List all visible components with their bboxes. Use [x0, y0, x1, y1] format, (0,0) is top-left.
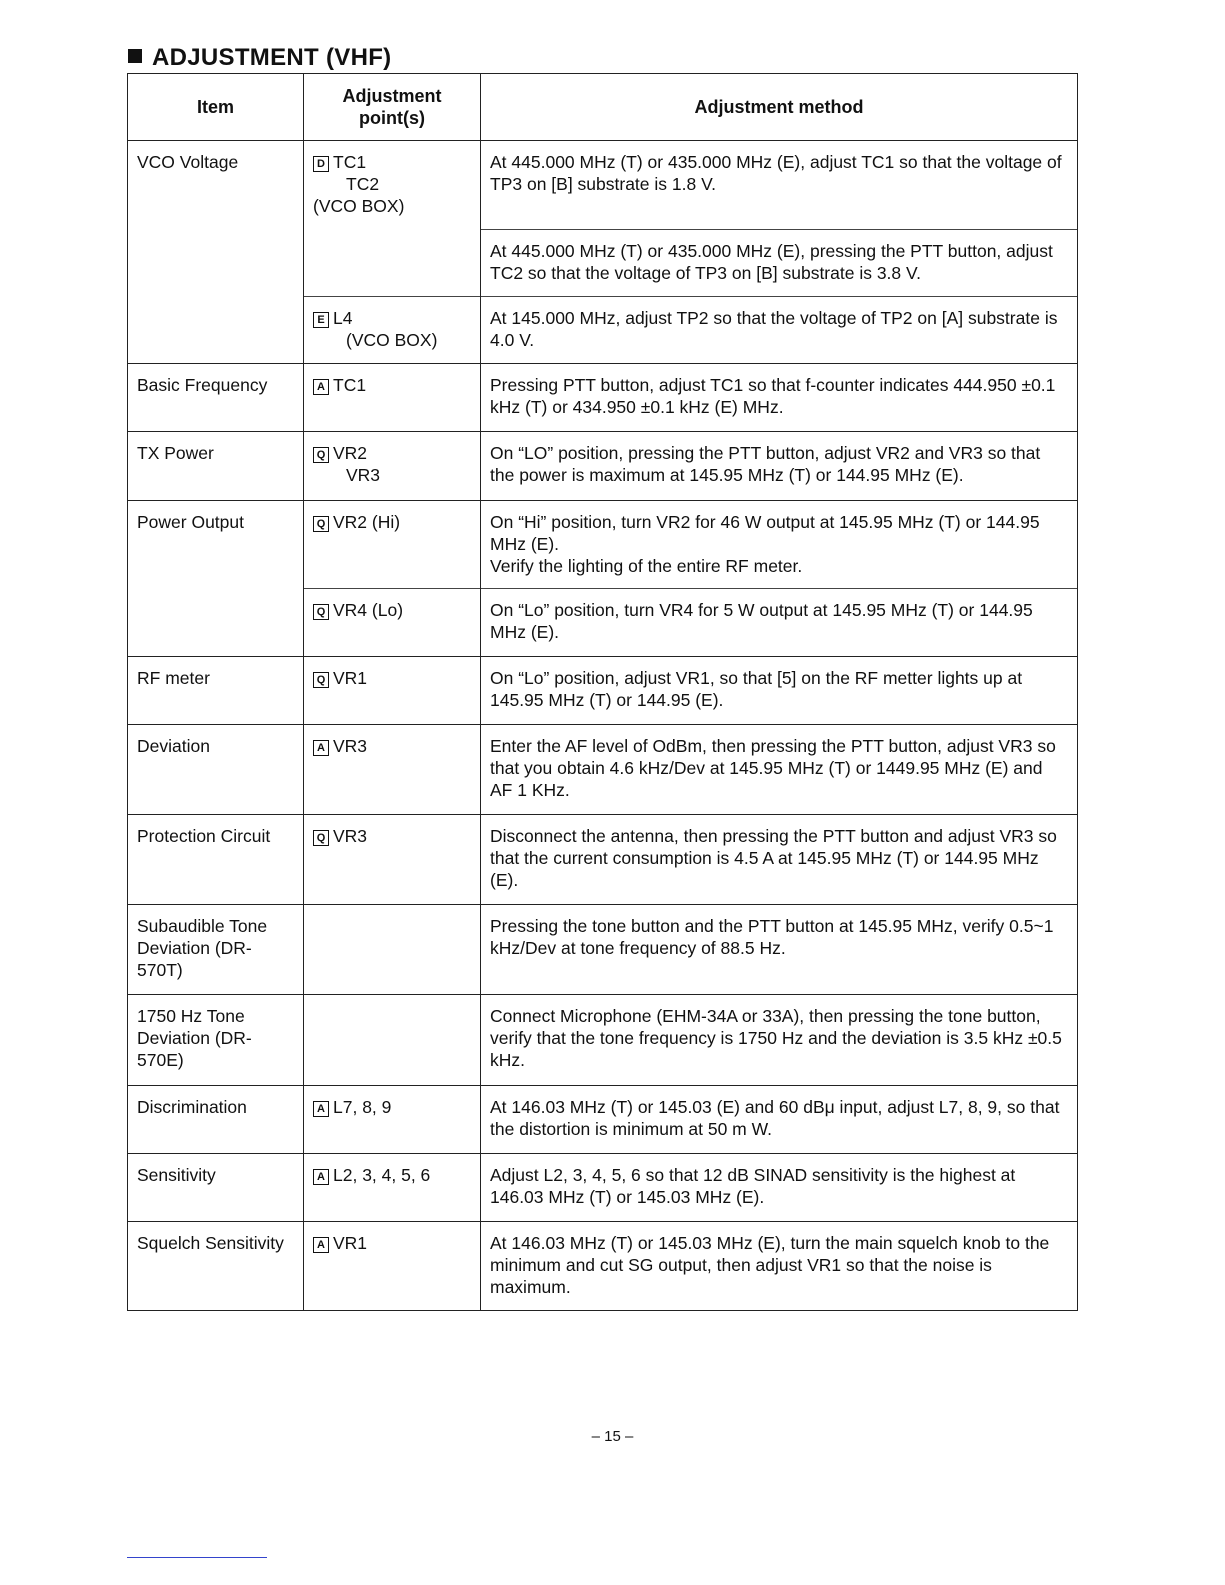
table-row — [128, 657, 1077, 725]
header-item: Item — [128, 74, 304, 140]
point-cell — [304, 725, 481, 814]
header-point — [304, 74, 481, 140]
point-cell — [304, 141, 481, 363]
board-label-icon: A — [313, 379, 329, 395]
item-cell: Subaudible Tone Deviation (DR-570T) — [128, 905, 304, 994]
point-line: (VCO BOX) — [313, 196, 405, 217]
method-subcell: On “Lo” position, turn VR4 for 5 W output at 145.95 MHz (T) or 144.95 MHz (E). — [490, 600, 1033, 643]
point-cell — [304, 905, 481, 994]
item-cell: Basic Frequency — [128, 364, 304, 431]
method-cell: On “LO” position, pressing the PTT button, adjust VR2 and VR3 so that the power is maximum at 145.95 MHz (T) or 144.95 MHz (E). — [490, 443, 1041, 486]
point-cell — [304, 501, 481, 656]
point-cell — [304, 995, 481, 1085]
table-row — [128, 501, 1077, 657]
point-subcell — [304, 297, 480, 363]
point-cell — [304, 1222, 481, 1310]
method-cell: Pressing PTT button, adjust TC1 so that f-counter indicates 444.950 ±0.1 kHz (T) or 434.950 ±0.1 kHz (E) MHz. — [490, 375, 1056, 418]
point-line: VR1 — [333, 668, 368, 688]
board-label-icon: Q — [313, 447, 329, 463]
board-label-icon: A — [313, 1169, 329, 1185]
point-subcell — [304, 589, 480, 656]
method-cell: At 146.03 MHz (T) or 145.03 (E) and 60 dBμ input, adjust L7, 8, 9, so that the distortion is minimum at 50 m W. — [490, 1097, 1060, 1140]
square-bullet-icon — [128, 49, 142, 63]
item-cell: Deviation — [128, 725, 304, 814]
point-line: VR1 — [333, 1233, 368, 1253]
method-text: On “Hi” position, turn VR2 for 46 W output at 145.95 MHz (T) or 144.95 MHz (E). — [490, 512, 1040, 555]
point-line: TC2 — [346, 174, 380, 195]
method-cell: Adjust L2, 3, 4, 5, 6 so that 12 dB SINAD sensitivity is the highest at 146.03 MHz (T) or 145.03 MHz (E). — [490, 1165, 1016, 1208]
table-row — [128, 1086, 1077, 1154]
point-subcell — [304, 141, 480, 297]
table-row — [128, 905, 1077, 995]
point-line: VR4 (Lo) — [333, 600, 404, 620]
point-line: VR2 — [333, 443, 368, 463]
method-cell: Enter the AF level of OdBm, then pressing the PTT button, adjust VR3 so that you obtain 4.6 kHz/Dev at 145.95 MHz (T) or 1449.95 MHz (E) and AF 1 KHz. — [490, 736, 1056, 801]
method-subcell: At 445.000 MHz (T) or 435.000 MHz (E), adjust TC1 so that the voltage of TP3 on [B] substrate is 1.8 V. — [481, 141, 1077, 230]
method-subcell: At 145.000 MHz, adjust TP2 so that the voltage of TP2 on [A] substrate is 4.0 V. — [490, 308, 1058, 351]
point-line: VR2 (Hi) — [333, 512, 401, 532]
board-label-icon: E — [313, 312, 329, 328]
point-cell — [304, 657, 481, 724]
point-line: VR3 — [333, 826, 368, 846]
page-number: – 15 – — [591, 1428, 634, 1445]
method-cell — [481, 501, 1077, 656]
point-line: L4 — [333, 308, 353, 328]
method-cell: Pressing the tone button and the PTT button at 145.95 MHz, verify 0.5~1 kHz/Dev at tone frequency of 88.5 Hz. — [490, 916, 1054, 959]
item-cell: Discrimination — [128, 1086, 304, 1153]
item-cell: VCO Voltage — [128, 141, 304, 363]
heading-text: ADJUSTMENT (VHF) — [152, 44, 392, 71]
board-label-icon: Q — [313, 830, 329, 846]
page-title — [128, 44, 391, 72]
table-row — [128, 995, 1077, 1086]
method-cell — [481, 141, 1077, 363]
item-cell: Power Output — [128, 501, 304, 656]
method-cell: Disconnect the antenna, then pressing the PTT button and adjust VR3 so that the current consumption is 4.5 A at 145.95 MHz (T) or 144.95 MHz (E). — [490, 826, 1057, 891]
point-cell — [304, 1086, 481, 1153]
board-label-icon: Q — [313, 604, 329, 620]
table-row — [128, 725, 1077, 815]
board-label-icon: A — [313, 740, 329, 756]
method-cell: Connect Microphone (EHM-34A or 33A), then pressing the tone button, verify that the tone frequency is 1750 Hz and the deviation is 3.5 kHz ±0.5 kHz. — [490, 1006, 1062, 1071]
point-line: TC1 — [333, 152, 367, 172]
board-label-icon: Q — [313, 672, 329, 688]
table-header — [128, 74, 1077, 141]
item-cell: Squelch Sensitivity — [128, 1222, 304, 1310]
table-row — [128, 364, 1077, 432]
item-cell: 1750 Hz Tone Deviation (DR-570E) — [128, 995, 304, 1085]
table-row — [128, 1154, 1077, 1222]
method-cell: On “Lo” position, adjust VR1, so that [5] on the RF metter lights up at 145.95 MHz (T) or 144.95 (E). — [490, 668, 1023, 711]
method-text: Verify the lighting of the entire RF meter. — [490, 556, 803, 577]
header-method: Adjustment method — [694, 97, 864, 117]
item-cell: TX Power — [128, 432, 304, 500]
board-label-icon: A — [313, 1237, 329, 1253]
table-row — [128, 815, 1077, 905]
point-line: L7, 8, 9 — [333, 1097, 392, 1117]
point-line: VR3 — [333, 736, 368, 756]
header-point-text: Adjustment point(s) — [342, 86, 442, 128]
point-cell — [304, 1154, 481, 1221]
board-label-icon: D — [313, 156, 329, 172]
method-subcell: At 445.000 MHz (T) or 435.000 MHz (E), pressing the PTT button, adjust TC2 so that the voltage of TP3 on [B] substrate is 3.8 V. — [481, 230, 1077, 297]
point-cell — [304, 432, 481, 500]
item-cell: Protection Circuit — [128, 815, 304, 904]
point-cell — [304, 815, 481, 904]
footer-rule — [127, 1557, 267, 1558]
item-cell: Sensitivity — [128, 1154, 304, 1221]
board-label-icon: A — [313, 1101, 329, 1117]
table-row — [128, 1222, 1077, 1310]
board-label-icon: Q — [313, 516, 329, 532]
point-subcell — [304, 501, 480, 589]
point-cell — [304, 364, 481, 431]
table-row — [128, 432, 1077, 501]
point-line: L2, 3, 4, 5, 6 — [333, 1165, 431, 1185]
point-line: (VCO BOX) — [346, 330, 438, 351]
adjustment-table — [127, 73, 1078, 1311]
point-line: VR3 — [346, 465, 381, 486]
method-cell: At 146.03 MHz (T) or 145.03 MHz (E), turn the main squelch knob to the minimum and cut SG output, then adjust VR1 so that the noise is maximum. — [490, 1233, 1050, 1298]
table-row — [128, 141, 1077, 364]
method-subcell — [481, 501, 1077, 589]
point-line: TC1 — [333, 375, 367, 395]
item-cell: RF meter — [128, 657, 304, 724]
